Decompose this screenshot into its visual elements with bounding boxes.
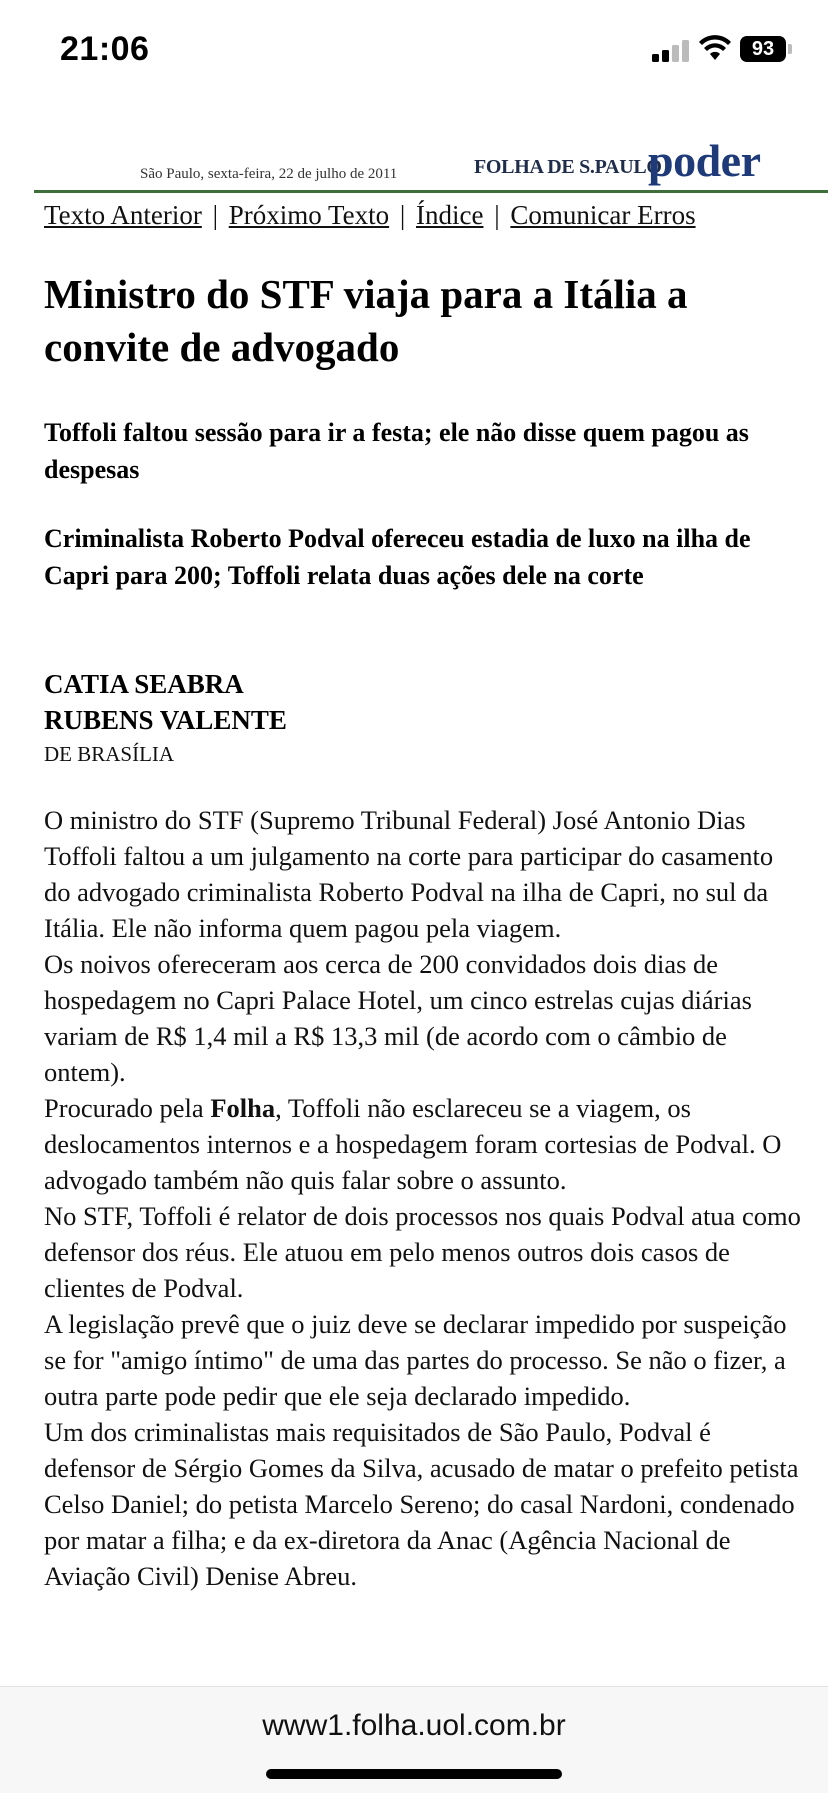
article-headline: Ministro do STF viaja para a Itália a convite de advogado [44, 271, 688, 370]
nav-separator: | [212, 200, 218, 230]
folha-logo: FOLHA DE S.PAULO [474, 156, 662, 178]
paragraph: O ministro do STF (Supremo Tribunal Federal) José Antonio Dias Toffoli faltou a um julgamento na corte para participar do casamento do advogado criminalista Roberto Podval na ilha de Capri, no sul da Itália. Ele não informa quem pagou pela viagem. [44, 805, 774, 943]
paragraph: A legislação prevê que o juiz deve se declarar impedido por suspeição se for "amigo íntimo" de uma das partes do processo. Se não o fizer, a outra parte pode pedir que ele seja declarado impedido. [44, 1309, 787, 1411]
nav-separator: | [399, 200, 406, 230]
publication-name: Folha [210, 1093, 276, 1123]
status-bar [0, 0, 828, 100]
paragraph-text: , Toffoli não esclareceu se a viagem, os deslocamentos internos e a hospedagem foram cortesias de Podval. O advogado também não quis falar sobre o assunto. [44, 1093, 782, 1195]
previous-text-link[interactable]: Texto Anterior [44, 200, 202, 230]
header-divider [34, 190, 828, 193]
battery-tip [788, 44, 792, 54]
author-name: CATIA SEABRA [44, 669, 244, 699]
battery-icon: 93 [740, 36, 786, 62]
url-field[interactable]: www1.folha.uol.com.br [262, 1709, 566, 1742]
report-errors-link[interactable]: Comunicar Erros [510, 200, 696, 230]
paragraph: No STF, Toffoli é relator de dois processos nos quais Podval atua como defensor dos réus. Ele atuou em pelo menos outros dois casos de clientes de Podval. [44, 1201, 801, 1303]
article-nav [44, 200, 804, 231]
browser-address-bar [0, 1686, 828, 1793]
next-text-link[interactable]: Próximo Texto [228, 200, 390, 230]
author-name: RUBENS VALENTE [44, 705, 287, 735]
signal-icon [652, 40, 692, 62]
byline [44, 666, 784, 768]
paragraph: Os noivos ofereceram aos cerca de 200 convidados dois dias de hospedagem no Capri Palace Hotel, um cinco estrelas cujas diárias variam de R$ 1,4 mil a R$ 13,3 mil (de acordo com o câmbio de ontem). [44, 949, 752, 1087]
section-logo: poder [648, 135, 761, 186]
article-body [44, 802, 804, 1594]
nav-separator: | [494, 200, 500, 230]
paragraph [44, 1090, 804, 1198]
home-indicator[interactable] [266, 1769, 562, 1779]
clock: 21:06 [60, 30, 150, 68]
article-subhead: Criminalista Roberto Podval ofereceu estadia de luxo na ilha de Capri para 200; Toffoli relata duas ações dele na corte [44, 524, 751, 590]
wifi-icon [698, 34, 732, 62]
masthead [34, 134, 796, 190]
paragraph: Um dos criminalistas mais requisitados de São Paulo, Podval é defensor de Sérgio Gomes da Silva, acusado de matar o prefeito petista Celso Daniel; do petista Marcelo Sereno; do casal Nardoni, condenado por matar a filha; e da ex-diretora da Anac (Agência Nacional de Aviação Civil) Denise Abreu. [44, 1417, 799, 1591]
article-subhead: Toffoli faltou sessão para ir a festa; ele não disse quem pagou as despesas [44, 418, 749, 484]
dateline: DE BRASÍLIA [44, 742, 175, 766]
edition-date: São Paulo, sexta-feira, 22 de julho de 2011 [140, 166, 398, 182]
index-link[interactable]: Índice [416, 200, 484, 230]
paragraph-text: Procurado pela [44, 1093, 211, 1123]
